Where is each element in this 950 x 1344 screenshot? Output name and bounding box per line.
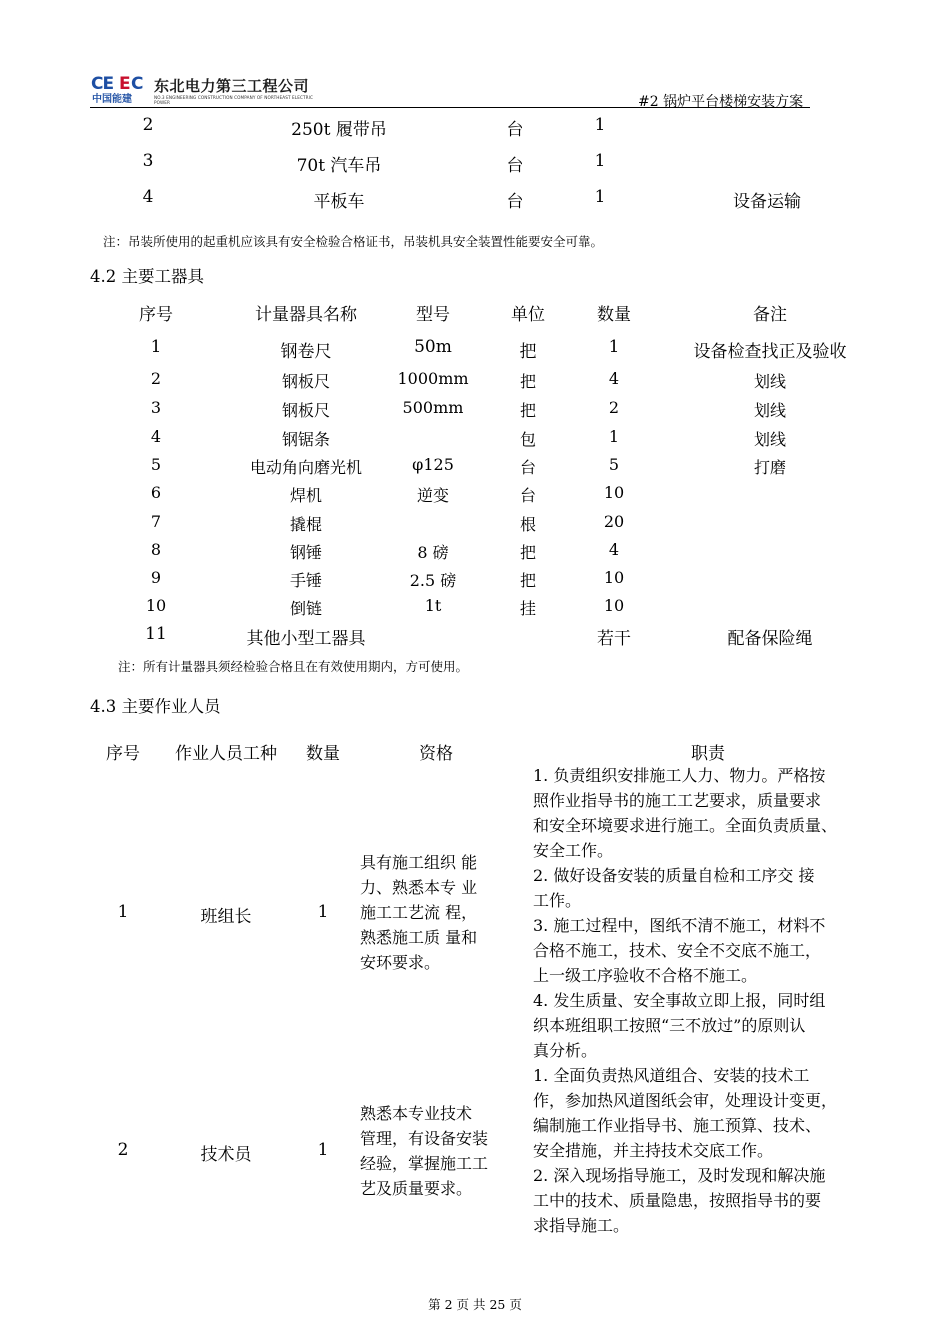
company-name: 东北电力第三工程公司	[154, 77, 310, 95]
duty-line: 工中的技术、质量隐患，按照指导书的要	[533, 1191, 822, 1210]
qualification-line: 力、熟悉本专 业	[360, 878, 478, 897]
duty-line: 真分析。	[533, 1041, 598, 1060]
row-model: 2.5 磅	[409, 571, 457, 590]
col-header-qty: 数量	[306, 744, 340, 764]
duty-line: 编制施工作业指导书、施工预算、技术、	[533, 1116, 822, 1135]
row-name: 其他小型工器具	[246, 629, 366, 649]
duty-line: 1. 负责组织安排施工人力、物力。严格按	[533, 766, 826, 785]
svg-text:中国能建: 中国能建	[92, 94, 132, 104]
row-model: φ125	[412, 455, 454, 474]
duty-line: 照作业指导书的施工工艺要求，质量要求	[533, 791, 822, 810]
row-name: 钢板尺	[281, 372, 331, 391]
qualification-line: 安环要求。	[360, 953, 441, 972]
row-qty: 若干	[597, 629, 631, 649]
row-no: 6	[150, 483, 162, 502]
row-name: 钢板尺	[281, 401, 331, 420]
row-qty: 1	[608, 427, 620, 446]
duty-line: 2. 做好设备安装的质量自检和工序交 接	[533, 866, 815, 885]
row-duty	[533, 763, 837, 1063]
row-no: 4	[150, 427, 162, 446]
col-header-unit: 单位	[511, 305, 545, 325]
row-model: 50m	[414, 337, 452, 357]
row-qty: 1	[317, 1140, 329, 1160]
row-unit: 包	[519, 430, 537, 449]
row-model: 8 磅	[417, 543, 449, 562]
row-remark: 打磨	[753, 458, 787, 477]
row-name: 70t 汽车吊	[296, 156, 382, 176]
row-no: 9	[150, 568, 162, 587]
row-no: 2	[142, 115, 154, 135]
row-qty: 1	[317, 902, 329, 922]
row-name: 钢锤	[289, 543, 323, 562]
qualification-line: 具有施工组织 能	[360, 853, 478, 872]
duty-line: 4. 发生质量、安全事故立即上报，同时组	[533, 991, 826, 1010]
row-unit: 台	[506, 120, 524, 140]
col-header-name: 计量器具名称	[255, 305, 357, 325]
duty-line: 安全工作。	[533, 841, 614, 860]
row-remark: 设备检查找正及验收	[693, 342, 847, 362]
row-name: 撬棍	[289, 515, 323, 534]
row-name: 平板车	[313, 192, 365, 212]
row-no: 1	[117, 902, 129, 922]
row-qty: 5	[608, 455, 620, 474]
col-header-type: 作业人员工种	[175, 744, 277, 764]
row-no: 8	[150, 540, 162, 559]
row-remark: 划线	[753, 430, 787, 449]
row-no: 4	[142, 187, 154, 207]
row-name: 手锤	[289, 571, 323, 590]
duty-line: 工作。	[533, 891, 582, 910]
row-qualification	[360, 1101, 488, 1201]
row-no: 11	[145, 624, 167, 644]
row-model: 逆变	[416, 486, 450, 505]
row-no: 1	[150, 337, 162, 357]
duty-line: 2. 深入现场指导施工，及时发现和解决施	[533, 1166, 826, 1185]
row-name: 电动角向磨光机	[249, 458, 363, 477]
col-header-no: 序号	[106, 744, 140, 764]
row-unit: 把	[519, 342, 537, 362]
svg-text:E: E	[119, 74, 130, 94]
header-rule	[90, 107, 810, 108]
row-name: 钢卷尺	[280, 342, 332, 362]
qualification-line: 艺及质量要求。	[360, 1179, 473, 1198]
row-unit: 台	[506, 156, 524, 176]
row-unit: 台	[519, 486, 537, 505]
row-duty	[533, 1063, 837, 1238]
row-qty: 20	[603, 512, 625, 531]
row-remark: 划线	[753, 401, 787, 420]
row-unit: 把	[519, 372, 537, 391]
duty-line: 1. 全面负责热风道组合、安装的技术工	[533, 1066, 810, 1085]
page-footer: 第 2 页 共 25 页	[428, 1297, 522, 1312]
row-qty: 1	[594, 115, 606, 135]
duty-line: 3. 施工过程中，图纸不清不施工，材料不	[533, 916, 826, 935]
col-header-duty: 职责	[691, 744, 725, 764]
row-type: 技术员	[200, 1145, 252, 1165]
qualification-line: 施工工艺流 程，	[360, 903, 478, 922]
duty-line: 和安全环境要求进行施工。全面负责质量、	[533, 816, 838, 835]
row-unit: 台	[506, 192, 524, 212]
row-qty: 1	[608, 337, 620, 357]
row-unit: 把	[519, 571, 537, 590]
row-name: 倒链	[289, 599, 323, 618]
row-type: 班组长	[200, 907, 252, 927]
row-unit: 挂	[519, 599, 537, 618]
row-remark: 设备运输	[733, 192, 801, 212]
section-heading-tools: 4.2 主要工器具	[90, 267, 204, 286]
row-model: 500mm	[402, 398, 464, 417]
row-remark: 配备保险绳	[727, 629, 813, 649]
row-qty: 10	[603, 596, 625, 615]
svg-text:C: C	[131, 74, 144, 94]
row-no: 7	[150, 512, 162, 531]
row-qualification	[360, 850, 477, 975]
row-qty: 10	[603, 483, 625, 502]
row-remark: 划线	[753, 372, 787, 391]
company-name-en: NO.3 ENGINEERING CONSTRUCTION COMPANY OF NORTHEAST ELECTRIC POWER	[154, 95, 314, 105]
col-header-no: 序号	[139, 305, 173, 325]
company-logo	[90, 72, 324, 104]
row-qty: 4	[608, 540, 620, 559]
row-name: 焊机	[289, 486, 323, 505]
row-name: 钢锯条	[281, 430, 331, 449]
col-header-qty: 数量	[597, 305, 631, 325]
row-unit: 台	[519, 458, 537, 477]
row-unit: 把	[519, 401, 537, 420]
qualification-line: 经验，掌握施工工	[360, 1154, 489, 1173]
row-model: 1t	[424, 596, 442, 615]
col-header-remark: 备注	[753, 305, 787, 325]
row-model: 1000mm	[397, 369, 469, 388]
duty-line: 求指导施工。	[533, 1216, 630, 1235]
duty-line: 上一级工序验收不合格不施工。	[533, 966, 758, 985]
row-no: 3	[150, 398, 162, 417]
duty-line: 作，参加热风道图纸会审，处理设计变更，	[533, 1091, 838, 1110]
machinery-note: 注：吊装所使用的起重机应该具有安全检验合格证书，吊装机具安全装置性能要安全可靠。	[103, 234, 604, 249]
ceec-logo-icon	[90, 72, 150, 104]
svg-text:CE: CE	[91, 74, 114, 94]
col-header-model: 型号	[416, 305, 450, 325]
row-no: 2	[150, 369, 162, 388]
tools-note: 注：所有计量器具须经检验合格且在有效使用期内，方可使用。	[118, 659, 469, 674]
duty-line: 安全措施，并主持技术交底工作。	[533, 1141, 774, 1160]
row-unit: 把	[519, 543, 537, 562]
duty-line: 织本班组职工按照“三不放过”的原则认	[533, 1016, 806, 1035]
row-qty: 4	[608, 369, 620, 388]
row-no: 2	[117, 1140, 129, 1160]
qualification-line: 管理，有设备安装	[360, 1129, 489, 1148]
row-qty: 1	[594, 151, 606, 171]
section-heading-staff: 4.3 主要作业人员	[90, 697, 221, 716]
row-unit: 根	[519, 515, 537, 534]
row-qty: 2	[608, 398, 620, 417]
row-name: 250t 履带吊	[291, 120, 387, 140]
row-no: 5	[150, 455, 162, 474]
duty-line: 合格不施工，技术、安全不交底不施工，	[533, 941, 822, 960]
row-no: 10	[145, 596, 167, 615]
document-title: #2 锅炉平台楼梯安装方案	[638, 94, 804, 110]
row-no: 3	[142, 151, 154, 171]
col-header-qualification: 资格	[419, 744, 453, 764]
qualification-line: 熟悉施工质 量和	[360, 928, 478, 947]
row-qty: 10	[603, 568, 625, 587]
qualification-line: 熟悉本专业技术	[360, 1104, 473, 1123]
row-qty: 1	[594, 187, 606, 207]
